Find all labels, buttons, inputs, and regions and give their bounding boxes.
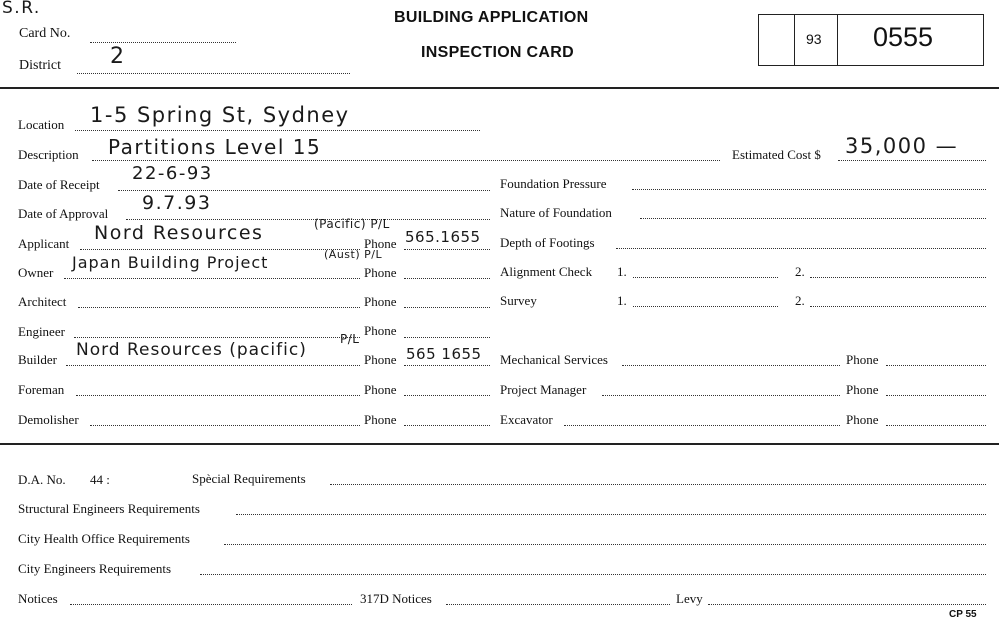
card-number-value: 0555 bbox=[873, 22, 934, 52]
survey-field-2[interactable] bbox=[810, 306, 986, 307]
description-label: Description bbox=[18, 147, 79, 162]
engineer-phone-label: Phone bbox=[364, 323, 397, 338]
builder-value: Nord Resources (pacific) bbox=[76, 340, 307, 360]
builder-phone-value: 565 1655 bbox=[406, 345, 482, 363]
health-requirements-field[interactable] bbox=[224, 544, 986, 545]
317d-notices-label: 317D Notices bbox=[360, 591, 432, 606]
levy-field[interactable] bbox=[708, 604, 986, 605]
date-of-receipt-field[interactable] bbox=[118, 190, 490, 191]
builder-field[interactable] bbox=[66, 365, 360, 366]
city-engineers-requirements-field[interactable] bbox=[200, 574, 986, 575]
project-manager-phone-field[interactable] bbox=[886, 395, 986, 396]
architect-phone-label: Phone bbox=[364, 294, 397, 309]
architect-phone-field[interactable] bbox=[404, 307, 490, 308]
applicant-phone-value: 565.1655 bbox=[405, 228, 481, 246]
engineer-field[interactable] bbox=[74, 337, 360, 338]
project-manager-phone-label: Phone bbox=[846, 382, 879, 397]
builder-label: Builder bbox=[18, 352, 57, 367]
demolisher-phone-field[interactable] bbox=[404, 425, 490, 426]
owner-phone-field[interactable] bbox=[404, 278, 490, 279]
estimated-cost-field[interactable] bbox=[838, 160, 986, 161]
foundation-pressure-label: Foundation Pressure bbox=[500, 176, 607, 191]
estimated-cost-value: 35,000 — bbox=[845, 134, 959, 158]
survey-label: Survey bbox=[500, 293, 537, 308]
foreman-label: Foreman bbox=[18, 382, 65, 397]
nature-of-foundation-label: Nature of Foundation bbox=[500, 205, 612, 220]
details-divider bbox=[0, 443, 999, 445]
mechanical-services-field[interactable] bbox=[622, 365, 840, 366]
survey-item-1: 1. bbox=[617, 293, 627, 308]
description-field[interactable] bbox=[92, 160, 720, 161]
owner-phone-label: Phone bbox=[364, 265, 397, 280]
box-divider-1 bbox=[794, 14, 795, 66]
alignment-check-field-2[interactable] bbox=[810, 277, 986, 278]
notices-field[interactable] bbox=[70, 604, 352, 605]
district-field[interactable] bbox=[77, 73, 350, 74]
estimated-cost-label: Estimated Cost $ bbox=[732, 147, 821, 162]
architect-label: Architect bbox=[18, 294, 67, 309]
foreman-phone-label: Phone bbox=[364, 382, 397, 397]
survey-item-2: 2. bbox=[795, 293, 805, 308]
builder-phone-label: Phone bbox=[364, 352, 397, 367]
mechanical-services-phone-label: Phone bbox=[846, 352, 879, 367]
architect-field[interactable] bbox=[78, 307, 360, 308]
foreman-phone-field[interactable] bbox=[404, 395, 490, 396]
engineer-phone-field[interactable] bbox=[404, 337, 490, 338]
city-engineers-requirements-label: City Engineers Requirements bbox=[18, 561, 172, 576]
structural-requirements-label: Structural Engineers Requirements bbox=[18, 501, 200, 516]
form-title-line2: INSPECTION CARD bbox=[421, 44, 574, 61]
excavator-field[interactable] bbox=[564, 425, 840, 426]
date-of-approval-value: 9.7.93 bbox=[142, 192, 212, 214]
date-of-receipt-label: Date of Receipt bbox=[18, 177, 100, 192]
special-requirements-label: Spècial Requirements bbox=[192, 471, 306, 486]
owner-field[interactable] bbox=[64, 278, 360, 279]
demolisher-phone-label: Phone bbox=[364, 412, 397, 427]
box-divider-2 bbox=[837, 14, 838, 66]
alignment-check-field-1[interactable] bbox=[633, 277, 778, 278]
date-of-approval-field[interactable] bbox=[126, 219, 490, 220]
applicant-suffix: (Pacific) P/L bbox=[314, 217, 390, 231]
applicant-value: Nord Resources bbox=[94, 222, 264, 244]
district-value: 2 bbox=[110, 44, 126, 69]
da-no-value: 44 : bbox=[90, 472, 110, 487]
excavator-phone-field[interactable] bbox=[886, 425, 986, 426]
317d-notices-field[interactable] bbox=[446, 604, 670, 605]
location-value: 1-5 Spring St, Sydney bbox=[90, 103, 350, 127]
project-manager-label: Project Manager bbox=[500, 382, 587, 397]
foreman-field[interactable] bbox=[76, 395, 360, 396]
builder-suffix: P/L bbox=[340, 332, 360, 346]
header-divider bbox=[0, 87, 999, 89]
levy-label: Levy bbox=[676, 591, 703, 606]
notices-label: Notices bbox=[18, 591, 58, 606]
form-title-line1: BUILDING APPLICATION bbox=[394, 9, 589, 26]
card-number-box bbox=[758, 14, 984, 66]
demolisher-field[interactable] bbox=[90, 425, 360, 426]
da-no-label: D.A. No. bbox=[18, 472, 66, 487]
applicant-phone-label: Phone bbox=[364, 236, 397, 251]
form-code: CP 55 bbox=[949, 609, 977, 620]
location-label: Location bbox=[18, 117, 65, 132]
mechanical-services-label: Mechanical Services bbox=[500, 352, 608, 367]
excavator-label: Excavator bbox=[500, 412, 553, 427]
applicant-field[interactable] bbox=[80, 249, 360, 250]
builder-phone-field[interactable] bbox=[404, 365, 490, 366]
alignment-check-label: Alignment Check bbox=[500, 264, 593, 279]
project-manager-field[interactable] bbox=[602, 395, 840, 396]
year-value: 93 bbox=[806, 31, 822, 47]
structural-requirements-field[interactable] bbox=[236, 514, 986, 515]
card-no-label: Card No. bbox=[19, 26, 71, 41]
applicant-label: Applicant bbox=[18, 236, 70, 251]
special-requirements-field[interactable] bbox=[330, 484, 986, 485]
date-of-approval-label: Date of Approval bbox=[18, 206, 109, 221]
depth-of-footings-field[interactable] bbox=[616, 248, 986, 249]
demolisher-label: Demolisher bbox=[18, 412, 79, 427]
card-no-field[interactable] bbox=[90, 42, 236, 43]
location-field[interactable] bbox=[75, 130, 480, 131]
owner-value: Japan Building Project bbox=[72, 253, 269, 272]
excavator-phone-label: Phone bbox=[846, 412, 879, 427]
description-value: Partitions Level 15 bbox=[108, 135, 322, 159]
health-requirements-label: City Health Office Requirements bbox=[18, 531, 190, 546]
applicant-phone-field[interactable] bbox=[404, 249, 490, 250]
mechanical-services-phone-field[interactable] bbox=[886, 365, 986, 366]
corner-note: S.R. bbox=[2, 0, 41, 18]
owner-label: Owner bbox=[18, 265, 54, 280]
foundation-pressure-field[interactable] bbox=[632, 189, 986, 190]
engineer-label: Engineer bbox=[18, 324, 65, 339]
owner-suffix: (Aust) P/L bbox=[324, 248, 383, 261]
survey-field-1[interactable] bbox=[633, 306, 778, 307]
alignment-check-item-2: 2. bbox=[795, 264, 805, 279]
depth-of-footings-label: Depth of Footings bbox=[500, 235, 595, 250]
nature-of-foundation-field[interactable] bbox=[640, 218, 986, 219]
date-of-receipt-value: 22-6-93 bbox=[132, 163, 213, 184]
district-label: District bbox=[19, 58, 61, 73]
alignment-check-item-1: 1. bbox=[617, 264, 627, 279]
